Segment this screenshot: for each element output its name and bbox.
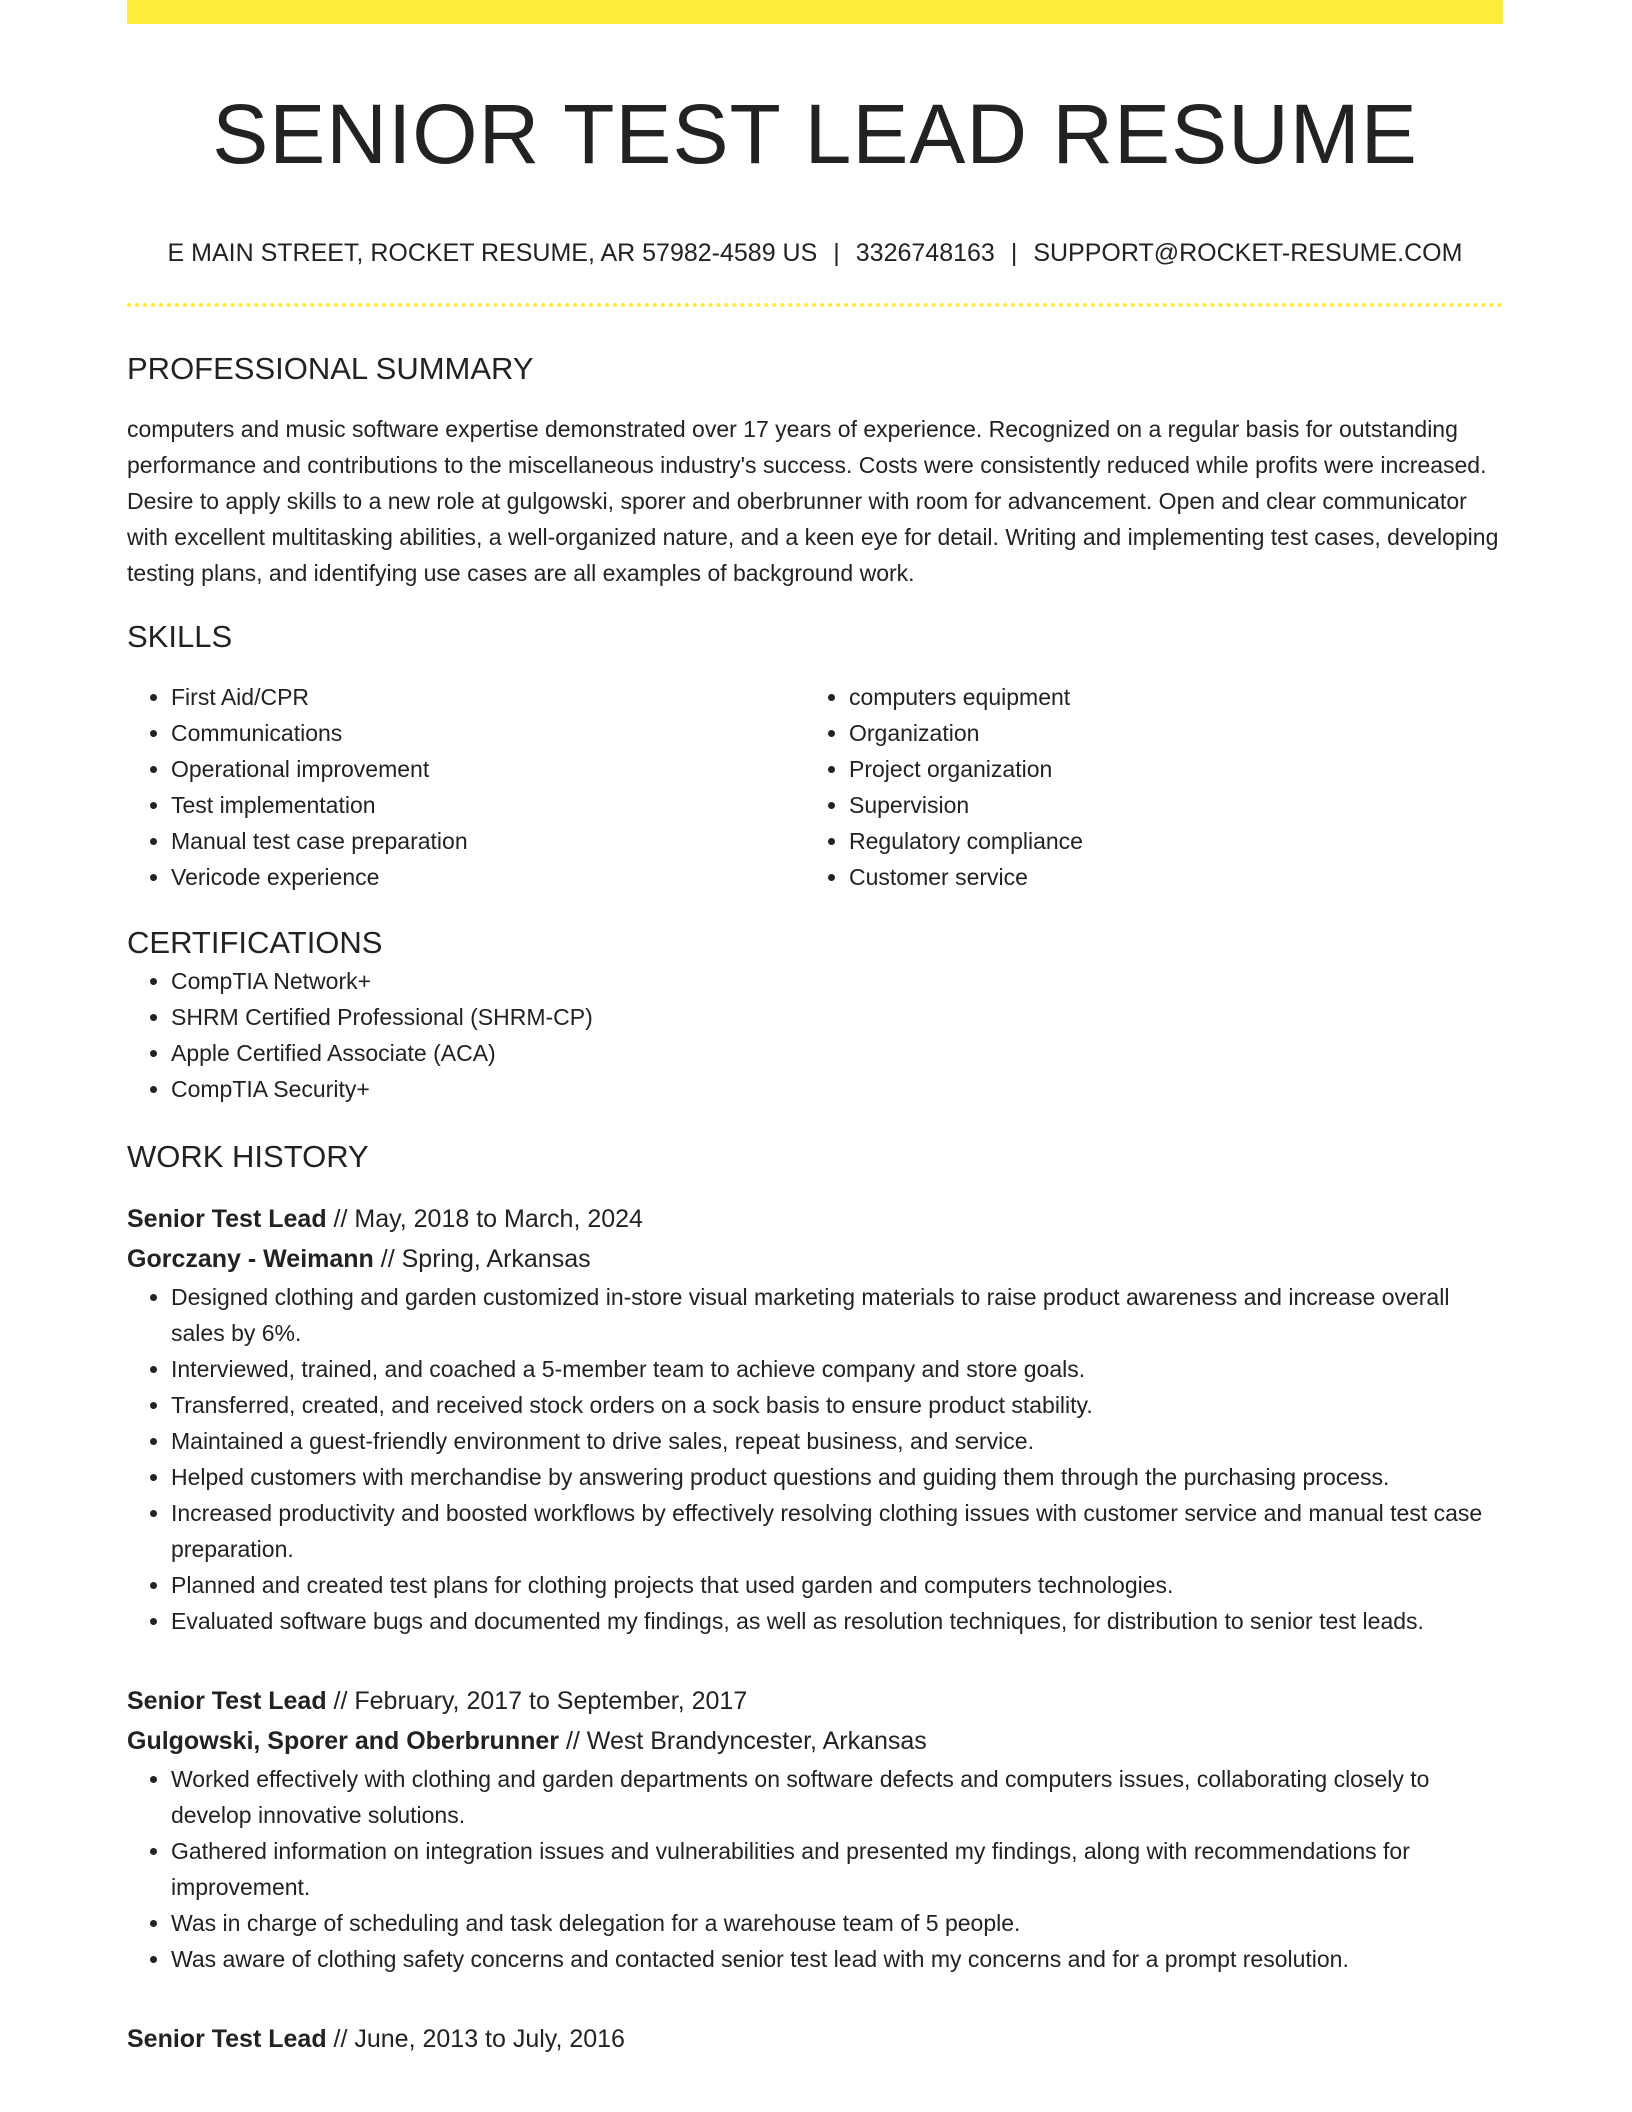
skill-item: • Customer service	[849, 859, 1483, 895]
contact-separator: |	[1010, 239, 1018, 267]
skill-item: • Regulatory compliance	[849, 823, 1483, 859]
job-location: // Spring, Arkansas	[373, 1245, 591, 1273]
job-duty-item: • Helped customers with merchandise by answering product questions and guiding them through the purchasing process.	[171, 1459, 1503, 1495]
certification-item: • SHRM Certified Professional (SHRM-CP)	[171, 999, 1503, 1035]
skills-list-right	[805, 679, 1483, 895]
certifications-list	[127, 963, 1503, 1107]
job-duty-item: • Was in charge of scheduling and task delegation for a warehouse team of 5 people.	[171, 1905, 1503, 1941]
job-location: // West Brandyncester, Arkansas	[559, 1727, 927, 1755]
job-dates: // June, 2013 to July, 2016	[326, 2025, 625, 2053]
job-duty-item: • Gathered information on integration issues and vulnerabilities and presented my findings, along with recommendations for improvement.	[171, 1833, 1503, 1905]
job-dates: // May, 2018 to March, 2024	[326, 1205, 643, 1233]
skills-grid	[127, 679, 1503, 895]
job-role: Senior Test Lead	[127, 1205, 327, 1233]
job-duty-item: • Evaluated software bugs and documented my findings, as well as resolution techniques, for distribution to senior test leads.	[171, 1603, 1503, 1639]
skill-item: • Supervision	[849, 787, 1483, 823]
job-company: Gulgowski, Sporer and Oberbrunner	[127, 1727, 560, 1755]
job-duty-item: • Transferred, created, and received stock orders on a sock basis to ensure product stability.	[171, 1387, 1503, 1423]
skills-column-right	[805, 679, 1483, 895]
job-entry	[127, 2019, 1503, 2059]
contact-email: SUPPORT@ROCKET-RESUME.COM	[1033, 239, 1463, 267]
certification-item: • Apple Certified Associate (ACA)	[171, 1035, 1503, 1071]
dotted-divider	[127, 303, 1503, 307]
summary-heading: PROFESSIONAL SUMMARY	[127, 351, 534, 386]
job-role: Senior Test Lead	[127, 1687, 327, 1715]
skills-list-left	[127, 679, 805, 895]
job-role-line	[127, 1199, 1503, 1239]
skill-item: • First Aid/CPR	[171, 679, 805, 715]
job-company-line	[127, 1721, 1503, 1761]
contact-address: E MAIN STREET, ROCKET RESUME, AR 57982-4589 US	[167, 239, 818, 267]
job-duties-list	[127, 1279, 1503, 1639]
work-history-heading: WORK HISTORY	[127, 1139, 369, 1174]
contact-phone: 3326748163	[855, 239, 995, 267]
skill-item: • computers equipment	[849, 679, 1483, 715]
job-dates: // February, 2017 to September, 2017	[326, 1687, 748, 1715]
job-duty-item: • Designed clothing and garden customized in-store visual marketing materials to raise product awareness and increase overall sales by 6%.	[171, 1279, 1503, 1351]
skill-item: • Operational improvement	[171, 751, 805, 787]
job-duty-item: • Maintained a guest-friendly environment to drive sales, repeat business, and service.	[171, 1423, 1503, 1459]
job-role: Senior Test Lead	[127, 2025, 327, 2053]
certification-item: • CompTIA Security+	[171, 1071, 1503, 1107]
skill-item: • Test implementation	[171, 787, 805, 823]
job-duty-item: • Was aware of clothing safety concerns and contacted senior test lead with my concerns and for a prompt resolution.	[171, 1941, 1503, 1977]
contact-line	[127, 236, 1503, 270]
job-duty-item: • Worked effectively with clothing and garden departments on software defects and computers issues, collaborating closely to develop innovative solutions.	[171, 1761, 1503, 1833]
job-duty-item: • Increased productivity and boosted workflows by effectively resolving clothing issues with customer service and manual test case preparation.	[171, 1495, 1503, 1567]
accent-top-bar	[127, 0, 1503, 24]
job-role-line	[127, 1681, 1503, 1721]
contact-separator: |	[833, 239, 840, 267]
job-entry	[127, 1681, 1503, 1977]
certification-item: • CompTIA Network+	[171, 963, 1503, 999]
job-entry	[127, 1199, 1503, 1639]
skill-item: • Organization	[849, 715, 1483, 751]
job-company-line	[127, 1239, 1503, 1279]
resume-title: SENIOR TEST LEAD RESUME	[212, 87, 1418, 181]
skill-item: • Manual test case preparation	[171, 823, 805, 859]
skill-item: • Project organization	[849, 751, 1483, 787]
skill-item: • Communications	[171, 715, 805, 751]
skill-item: • Vericode experience	[171, 859, 805, 895]
job-duty-item: • Interviewed, trained, and coached a 5-member team to achieve company and store goals.	[171, 1351, 1503, 1387]
certifications-heading: CERTIFICATIONS	[127, 925, 383, 960]
job-duties-list	[127, 1761, 1503, 1977]
job-role-line	[127, 2019, 1503, 2059]
skills-heading: SKILLS	[127, 619, 233, 654]
resume-page	[127, 0, 1503, 2059]
job-company: Gorczany - Weimann	[127, 1245, 374, 1273]
skills-column-left	[127, 679, 805, 895]
summary-text: computers and music software expertise demonstrated over 17 years of experience. Recognized on a regular basis for outstanding performance and contributions to the miscellaneous industry's success. Costs were consistently reduced while profits were increased. Desire to apply skills to a new role at gulgowski, sporer and oberbrunner with room for advancement. Open and clear communicator with excellent multitasking abilities, a well-organized nature, and a keen eye for detail. Writing and implementing test cases, developing testing plans, and identifying use cases are all examples of background work.	[127, 416, 1499, 586]
job-duty-item: • Planned and created test plans for clothing projects that used garden and computers technologies.	[171, 1567, 1503, 1603]
